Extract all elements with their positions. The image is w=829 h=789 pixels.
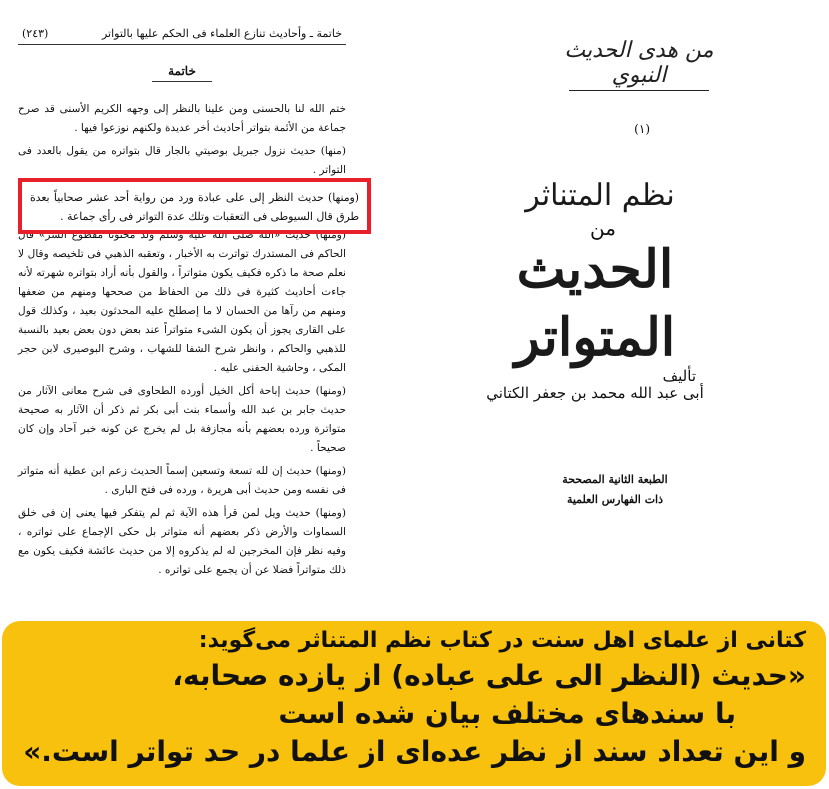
- caption-line-3: با سندهای مختلف بیان شده است: [278, 697, 736, 730]
- series-logo-underline: [569, 90, 709, 91]
- series-logo-text: من هدى الحديث النبوي: [564, 38, 714, 88]
- book-title-line-2: من: [590, 216, 616, 240]
- highlight-box: [18, 178, 371, 234]
- page-number: (١): [634, 122, 650, 136]
- running-head: [18, 22, 346, 45]
- left-book-page: [18, 18, 346, 618]
- paragraph: (ومنها) حديث «الله صلى الله عليه وسلم ولد مختونا مقطوع السر» قال الحاكم فى المستدرك تواترت به الأخبار ، وتعقبه الذهبي فى تلخيصه وقال لا نعلم صحة ما ذكره فكيف يكون متواتراً ، والقول بأنه أراد بتواتره شهرته لأنه جاءت أحاديث كثيرة فى ذلك من الحفاظ من صححها ومنهم من ضعفها ومنهم من رآها من الحسان لا ما إصطلح عليه المحدثون بعيد ، وكذلك قول على القارى يجوز أن يكون الشىء متواتراً عند بعض دون بعض بعيد بالنسبة للذهبي والحاكم ، وانظر شرح الشفا للشهاب ، وشرح البوصيرى لابن حجر المكى ، وحاشية الحفنى عليه .: [18, 229, 346, 374]
- book-title-line-3: الحديث المتواتر: [514, 239, 676, 368]
- paragraph: (ومنها) حديث إباحة أكل الخيل أورده الطحاوى فى شرح معانى الآثار من حديث جابر بن عبد الله وأسماء بنت أبى بكر ثم ذكر أن الآثار به صحيحة متواترة ورده بعضهم بأنه مجازفة بل لم يخرج عن كونه خبر آحاد وإن كان صحيحاً .: [18, 385, 346, 454]
- book-title-line-1: نظم المتناثر: [525, 178, 675, 213]
- right-title-page: [430, 18, 730, 618]
- paragraph: (ومنها) حديث إن لله تسعة وتسعين إسماً الحديث زعم ابن عطية أنه متواتر فى نفسه ومن حديث أبى هريرة ، ورده فى فتح البارى .: [18, 465, 346, 496]
- caption-line-1: کتانی از علمای اهل سنت در کتاب نظم المتناثر می‌گوید:: [198, 628, 806, 653]
- series-logo: [554, 38, 724, 100]
- author-name: أبى عبد الله محمد بن جعفر الكتاني: [486, 384, 704, 402]
- edition-line-2: ذات الفهارس العلمية: [566, 493, 664, 506]
- paragraph: ختم الله لنا بالحسنى ومن علينا بالنظر إلى وجهه الكريم الأسنى قد صرح جماعة من الأئمة بتواتر أحاديث أخر عديدة ولكنهم نوزعوا فيها .: [18, 103, 346, 134]
- running-head-page-number: (٢٤٣): [22, 26, 49, 40]
- section-title: خاتمة: [18, 64, 346, 82]
- edition-info: [540, 470, 690, 510]
- paragraph: (ومنها) حديث ويل لمن قرأ هذه الآية ثم لم يتفكر فيها يعنى إن فى خلق السماوات والأرض ذكر بعضهم أنه متواتر بل حكى الإجماع على تواتره ، وفيه نظر فإن المخرجين له لم يذكروه إلا من حديث عائشة فكيف يكون مع ذلك متواتراً فضلا عن أن يجمع على تواتره .: [18, 507, 346, 576]
- highlighted-paragraph: (ومنها) حديث النظر إلى على عبادة ورد من رواية أحد عشر صحابياً بعدة طرق قال السيوطى فى التعقبات وتلك عدة التواتر فى رأى جماعة .: [30, 191, 359, 223]
- body-text: [18, 100, 346, 584]
- caption-line-2: «حدیث (النظر الی علی عباده) از یازده صحابه،: [172, 659, 806, 692]
- running-head-title: خاتمة ـ وأحاديث تنازع العلماء فى الحكم عليها بالتواتر: [101, 26, 342, 40]
- author-label: تأليف: [662, 367, 696, 385]
- edition-line-1: الطبعة الثانية المصححة: [562, 473, 668, 486]
- caption-banner: [2, 621, 826, 786]
- caption-line-4: و این تعداد سند از نظر عده‌ای از علما در حد تواتر است.»: [23, 735, 806, 768]
- paragraph: (منها) حديث نزول جبريل بوصيتي بالجار قال بتواتره من يقول بالعدد فى التواتر .: [18, 145, 346, 176]
